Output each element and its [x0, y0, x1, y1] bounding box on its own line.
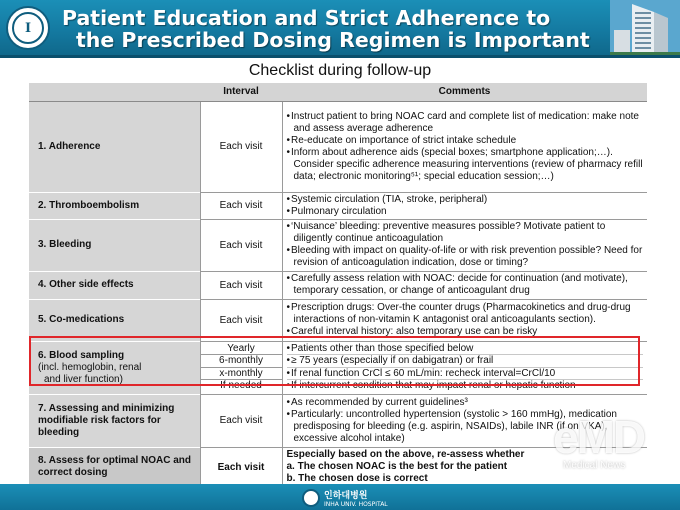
table-row — [29, 394, 647, 447]
row-comments — [282, 447, 647, 487]
comment-line: Especially based on the above, re-assess whether — [286, 449, 525, 461]
slide-header — [0, 0, 680, 58]
interval-if-needed: If needed — [220, 380, 262, 391]
row-interval: Each visit — [200, 299, 282, 341]
comment-item: • As recommended by current guidelines³ — [287, 397, 644, 409]
interval-x-monthly: x-monthly — [201, 368, 282, 381]
comment-item: • Carefully assess relation with NOAC: decide for continuation (and motivate), temporary cessation, or change of anticoagulant drug — [287, 273, 644, 297]
row-category: 8. Assess for optimal NOAC and correct dosing — [29, 447, 200, 487]
row-interval: Each visit — [200, 101, 282, 192]
comment-item: • If intercurrent condition that may impact renal or hepatic function — [287, 380, 644, 393]
watermark-logo: eMD — [553, 411, 645, 463]
comment-item: • Inform about adherence aids (special boxes; smartphone application;…). Consider specific adherence measuring interventions (review of pharmacy refill data; electronic monitoring⁵¹; special education session;…) — [287, 147, 644, 183]
follow-up-checklist-table — [29, 83, 647, 487]
hospital-building-image — [610, 0, 680, 58]
table-row — [29, 101, 647, 192]
comment-item: • Patients other than those specified below — [287, 343, 644, 356]
watermark-caption: Medical News — [563, 460, 626, 471]
comment-line: b. The chosen dose is correct — [286, 473, 428, 485]
footer-hospital-logo — [302, 488, 388, 508]
table-row — [29, 271, 647, 299]
comment-item: • ≥ 75 years (especially if on dabigatran) or frail — [287, 355, 644, 368]
row-interval: Each visit — [200, 394, 282, 447]
comment-item: • Instruct patient to bring NOAC card and complete list of medication: make note and assess average adherence — [287, 111, 644, 135]
row-interval: Each visit — [200, 271, 282, 299]
title-line-1: Patient Education and Strict Adherence to — [62, 6, 551, 30]
row-comments — [282, 341, 647, 394]
row-comments — [282, 394, 647, 447]
comment-item: • Prescription drugs: Over-the counter drugs (Pharmacokinetics and drug-drug interactions of non-vitamin K antagonist oral anticoagulants section). — [287, 302, 644, 326]
table-header-row — [29, 83, 647, 101]
row-interval: Each visit — [200, 192, 282, 219]
row-category: 4. Other side effects — [29, 271, 200, 299]
hospital-name-english: INHA UNIV. HOSPITAL — [324, 501, 388, 508]
comment-item: • Systemic circulation (TIA, stroke, peripheral) — [287, 194, 644, 206]
row-category: 3. Bleeding — [29, 219, 200, 271]
row-interval — [200, 341, 282, 394]
hospital-name-korean: 인하대병원 — [324, 491, 368, 501]
title-line-2: the Prescribed Dosing Regimen is Important — [76, 28, 590, 52]
row-comments — [282, 219, 647, 271]
header-category-blank — [29, 83, 200, 101]
row-interval: Each visit — [200, 447, 282, 487]
comment-item: • Bleeding with impact on quality-of-life or with risk prevention possible? Need for revision of anticoagulation indication, dose or timing? — [287, 245, 644, 269]
seal-letter: I — [12, 12, 44, 44]
header-comments: Comments — [282, 83, 647, 101]
category-subtitle: and liver function) — [44, 373, 123, 385]
table-row — [29, 219, 647, 271]
comment-item: • If renal function CrCl ≤ 60 mL/min: recheck interval=CrCl/10 — [287, 368, 644, 381]
row-category: 1. Adherence — [29, 101, 200, 192]
row-interval: Each visit — [200, 219, 282, 271]
category-title: 6. Blood sampling — [38, 349, 125, 361]
comment-line: a. The chosen NOAC is the best for the patient — [286, 461, 508, 473]
category-subtitle: (incl. hemoglobin, renal — [38, 361, 142, 373]
header-interval: Interval — [200, 83, 282, 101]
row-comments — [282, 192, 647, 219]
row-category: 7. Assessing and minimizing modifiable risk factors for bleeding — [29, 394, 200, 447]
table-row — [29, 192, 647, 219]
slide-title — [62, 7, 602, 51]
hospital-seal-icon — [302, 489, 320, 507]
comment-item: • Particularly: uncontrolled hypertension (systolic > 160 mmHg), medication predisposing for bleeding (e.g. aspirin, NSAIDs), labile INR (if on VKA), excessive alcohol intake) — [287, 409, 644, 445]
interval-6-monthly: 6-monthly — [201, 355, 282, 368]
interval-yearly: Yearly — [201, 343, 282, 356]
comment-item: • Pulmonary circulation — [287, 206, 644, 218]
checklist-heading: Checklist during follow-up — [248, 62, 432, 79]
row-comments — [282, 101, 647, 192]
row-comments — [282, 299, 647, 341]
table-row — [29, 447, 647, 487]
row-category: 5. Co-medications — [29, 299, 200, 341]
comment-item: • Re-educate on importance of strict intake schedule — [287, 135, 644, 147]
comment-item: • ‘Nuisance’ bleeding: preventive measures possible? Motivate patient to diligently continue anticoagulation — [287, 221, 644, 245]
row-category: 2. Thromboembolism — [29, 192, 200, 219]
comment-item: • Careful interval history: also temporary use can be risky — [287, 326, 644, 338]
table-row — [29, 299, 647, 341]
row-comments — [282, 271, 647, 299]
table-row-blood-sampling — [29, 341, 647, 394]
hospital-seal-icon — [6, 6, 50, 50]
row-category — [29, 341, 200, 394]
